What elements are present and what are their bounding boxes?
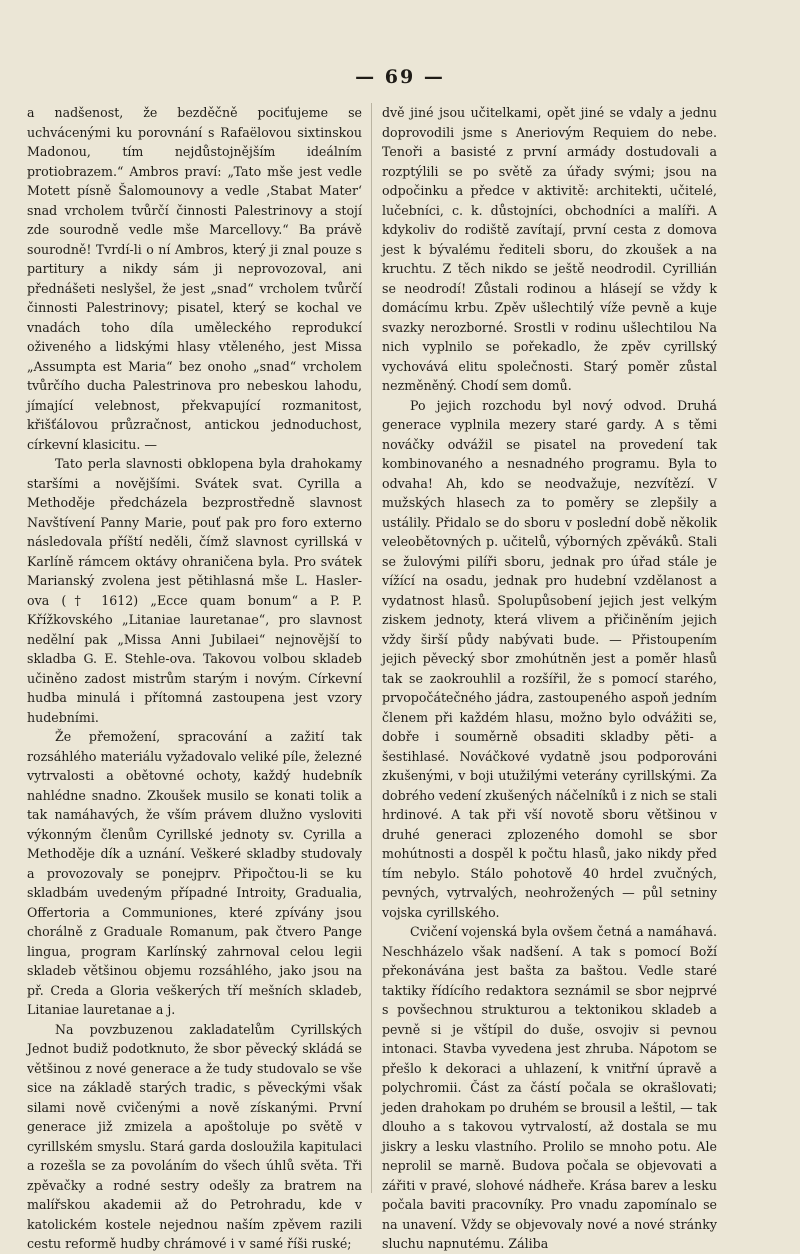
left-paragraph-2: Tato perla slavnosti obklopena byla drahokamy staršími a novějšími. Svátek svat. Cyrilla a Methoděje předcházela bezprostředně slavnost Navštívení Panny Marie, pouť pak pro foro externo následovala příští neděli, čímž slavnost cyrillská v Karlíně rámcem oktávy ohraničena byla. Pro svátek Marianský zvolena jest pětihlasná mše L. Hasler-ova († 1612) „Ecce quam bonum“ a P. P. Křížkovského „Litaniae lauretanae“, pro slavnost nedělní pak „Missa Anni Jubilaei“ nejnovější to skladba G. E. Stehle-ova. Takovou volbou skladeb učiněno zadost mistrům starým i novým. Církevní hudba minulá i přítomná zastoupena jest vzory hudebními. bbox=[27, 456, 362, 725]
right-paragraph-3: Cvičení vojenská byla ovšem četná a namáhavá. Neschházelo však nadšení. A tak s pomocí Boží překonávána jest bašta za baštou. Vedle staré taktiky řídícího redaktora seznámil se sbor nejprvé s povšechnou strukturou a tektonikou skladeb a pevně si je vštípil do duše, osvojiv si pevnou intonaci. Stavba vyvedena jest zhruba. Nápotom se přešlo k dekoraci a uhlazení, k vnitřní úpravě a polychromii. Část za částí počala se okrašlovati; jeden drahokam po druhém se brousil a leštil, — tak dlouho a s takovou vytrvalostí, až dostala se mu jiskry a lesku vlastního. Prolilo se mnoho potu. Ale neprolil se marně. Budova počala se objevovati a zářiti v pravé, slohové nádheře. Krása barev a lesku počala baviti pracovníky. Pro vnadu zapomínalo se na unavení. Vždy se objevovaly nové a nové stránky sluchu napnutému. Záliba bbox=[382, 924, 717, 1251]
left-paragraph-3: Že přemožení, spracování a zažití tak rozsáhlého materiálu vyžadovalo veliké píle, železné vytrvalosti a obětovné ochoty, každý hudebník nahlédne snadno. Zkoušek musilo se konati tolik a tak namáhavých, že vším právem dlužno vysloviti výkonným členům Cyrillské jednoty sv. Cyrilla a Methoděje dík a uznání. Veškeré skladby studovaly a provozovaly se ponejprv. Připočtou-li se ku skladbám uvedeným případné Introity, Gradualia, Offertoria a Communiones, které zpívány jsou chorálně z Graduale Romanum, pak čtvero Pange lingua, program Karlínský zahrnoval celou legii skladeb většinou objemu rozsáhlého, jako jsou na př. Creda a Gloria veškerých tří mešních skladeb, Litaniae lauretanae a j. bbox=[27, 729, 362, 1017]
right-column bbox=[382, 103, 717, 1254]
left-column bbox=[27, 103, 362, 1254]
right-paragraph-2: Po jejich rozchodu byl nový odvod. Druhá generace vyplnila mezery staré gardy. A s těmi nováčky odvážil se pisatel na provedení tak kombinovaného a nesnadného programu. Byla to odvaha! Ah, kdo se neodvažuje, nezvítězí. V mužských hlasech za to poměry se zlepšily a ustálily. Přidalo se do sboru v poslední době několik veleobětovných p. učitelů, výborných zpěváků. Stali se žulovými pilíři sboru, jednak pro úřad stále je vížící na osadu, jednak pro hudební vzdělanost a vydatnost hlasů. Spolupůsobení jejich jest velkým ziskem jednoty, která vlivem a přičiněním jejich vždy širší půdy nabývati bude. — Přistoupením jejich pěvecký sbor zmohútněn jest a poměr hlasů tak se zaokrouhlil a rozšířil, že s pomocí starého, prvopočátečného jádra, zastoupeného aspoň jedním členem při každém hlasu, možno bylo odvážiti se, dobře i souměrně obsaditi skladby pěti- a šestihlasé. Nováčkové vydatně jsou podporováni zkušenými, v boji utužilými veterány cyrillskými. Za dobrého vedení zkušených náčelníků i z nich se stali hrdinové. A tak při vší novotě sboru většinou v druhé generaci zplozeného domohl se sbor mohútnosti a dospěl k počtu hlasů, jako nikdy před tím nebylo. Stálo pohotově 40 hrdel zvučných, pevných, vytrvalých, neohrožených — půl setniny vojska cyrillského. bbox=[382, 397, 717, 920]
left-paragraph-4: Na povzbuzenou zakladatelům Cyrillských Jednot budiž podotknuto, že sbor pěvecký skládá se většinou z nové generace a že tudy studovalo se vše sice na základě starých tradic, s pěveckými však silami nově cvičenými a nově získanými. První generace již zmizela a apoštoluje po světě v cyrillském smyslu. Stará garda dosloužila kapitulaci a rozešla se za povoláním do všech úhlů světa. Tři zpěvačky a rodné sestry odešly za bratrem na malířskou akademii až do Petrohradu, kde v katolickém kostele nejednou naším zpěvem razili cestu reformě hudby chrámové i v samé říši ruské; bbox=[27, 1021, 362, 1251]
page-number: — 69 — bbox=[355, 66, 445, 88]
right-paragraph-1: dvě jiné jsou učitelkami, opět jiné se vdaly a jednu doprovodili jsme s Aneriovým Requiem do nebe. Tenoři a basisté z první armády dostudovali a rozptýlili se po světě za úřady svými; jsou na odpočinku a předce v aktivitě: architekti, učitelé, lučebníci, c. k. důstojníci, obchodníci a malíři. A kdykoliv do rodiště zavítají, první cesta z domova jest k bývalému řediteli sboru, do zkoušek a na kruchtu. Z těch nikdo se ještě neodrodil. Cyrillián se neodrodí! Zůstali rodinou a hlásejí se vždy k domácímu krbu. Zpěv ušlechtilý víže pevně a kuje svazky nerozborné. Srostli v rodinu ušlechtilou Na nich vyplnilo se pořekadlo, že zpěv cyrillský vychovává elitu společnosti. Starý poměr zůstal nezměněný. Chodí sem domů. bbox=[382, 105, 717, 393]
column-divider bbox=[371, 103, 372, 1193]
left-paragraph-1: a nadšenost, že bezděčně pociťujeme se uchvácenými ku porovnání s Rafaëlovou sixtinskou Madonou, tím nejdůstojnějším ideálním protiobrazem.“ Ambros praví: „Tato mše jest vedle Motett písně Šalomounovy a vedle ‚Stabat Mater‘ snad vrcholem tvůrčí činnosti Palestrinovy a stojí zde sourodně vedle mše Marcellovy.“ Ba právě sourodně! Tvrdí-li o ní Ambros, který ji znal pouze s partitury a nikdy sám ji neprovozoval, ani přednášeti neslyšel, že jest „snad“ vrcholem tvůrčí činnosti Palestrinovy; pisatel, který se kochal ve vnadách toho díla uměleckého reprodukcí oživeného a lidskými hlasy vtěleného, jest Missa „Assumpta est Maria“ bez onoho „snad“ vrcholem tvůrčího ducha Palestrinova pro nebeskou lahodu, jímající velebnost, překvapující rozmanitost, křišťálovou průzračnost, antickou jednoduchost, církevní klasicitu. — bbox=[27, 105, 362, 452]
